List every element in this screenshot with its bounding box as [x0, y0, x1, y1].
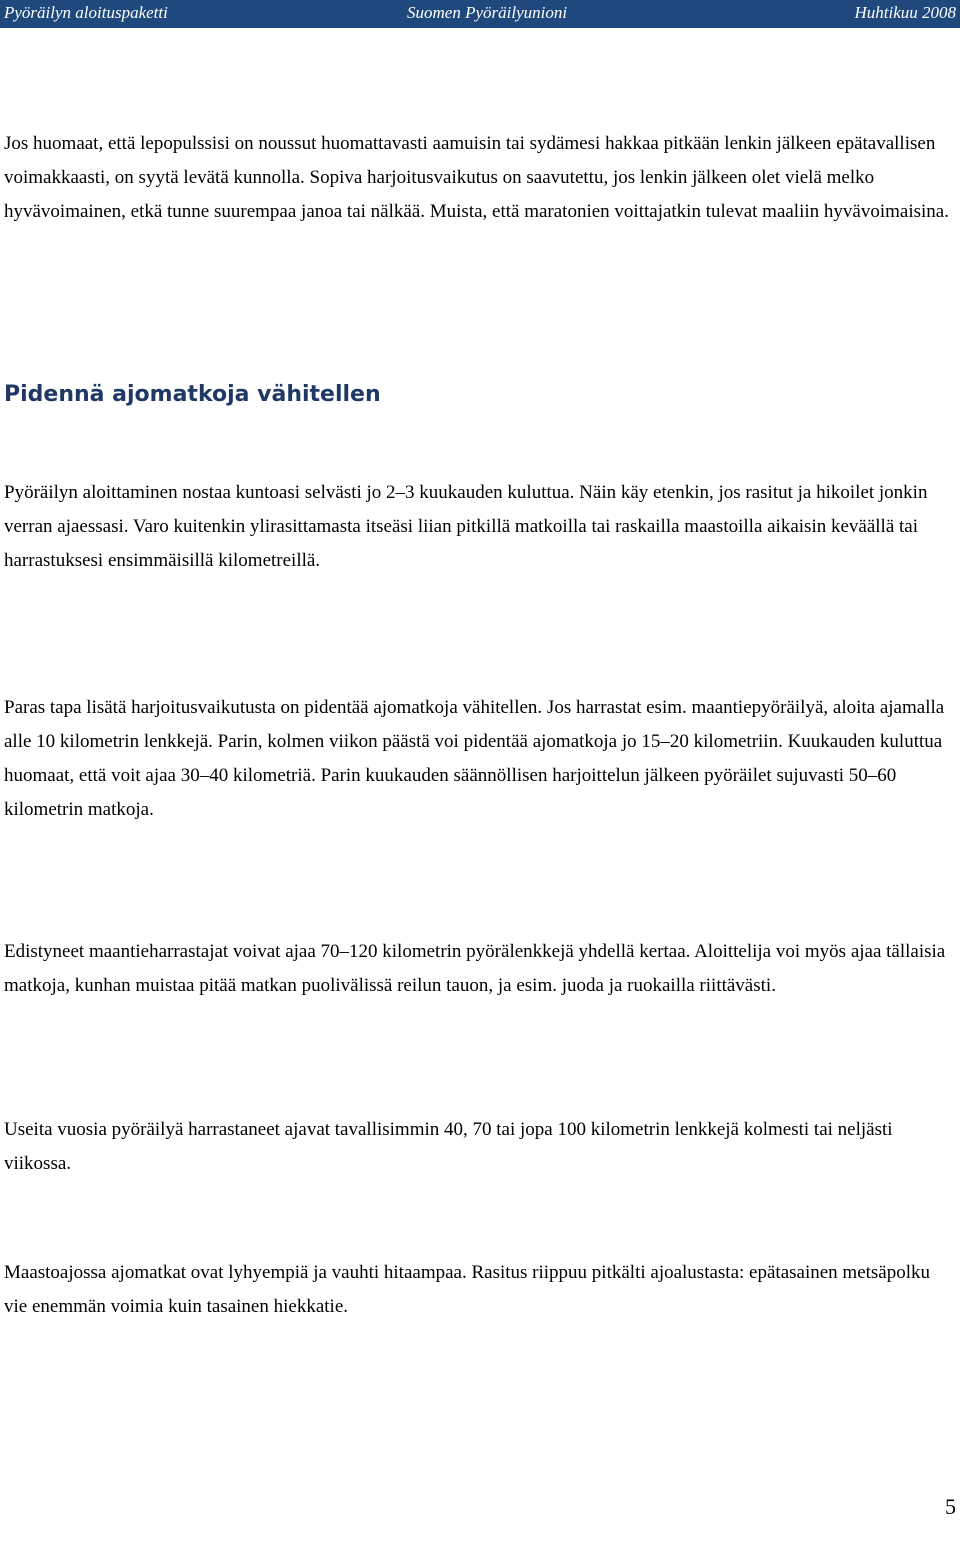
- paragraph-starting: Pyöräilyn aloittaminen nostaa kuntoasi selvästi jo 2–3 kuukauden kuluttua. Näin käy etenkin, jos rasitut ja hikoilet jonkin verran ajaessasi. Varo kuitenkin ylirasittamasta itseäsi liian pitkillä matkoilla tai raskailla maastoilla aikaisin keväällä tai harrastuksesi ensimmäisillä kilometreillä.: [4, 482, 928, 571]
- page-number: 5: [945, 1494, 956, 1519]
- section-heading: Pidennä ajomatkoja vähitellen: [4, 382, 381, 407]
- paragraph-offroad: Maastoajossa ajomatkat ovat lyhyempiä ja vauhti hitaampaa. Rasitus riippuu pitkälti ajoalustasta: epätasainen metsäpolku vie enemmän voimia kuin tasainen hiekkatie.: [4, 1262, 931, 1317]
- header-date: Huhtikuu 2008: [854, 3, 956, 22]
- paragraph-advanced-riders: Edistyneet maantieharrastajat voivat ajaa 70–120 kilometrin pyörälenkkejä yhdellä kertaa. Aloittelija voi myös ajaa tällaisia matkoja, kunhan muistaa pitää matkan puolivälissä reilun tauon, ja esim. juoda ja ruokailla riittävästi.: [4, 941, 946, 996]
- paragraph-increase-distance: Paras tapa lisätä harjoitusvaikutusta on pidentää ajomatkoja vähitellen. Jos harrastat esim. maantiepyöräilyä, aloita ajamalla alle 10 kilometrin lenkkejä. Parin, kolmen viikon päästä voi pidentää ajomatkoja jo 15–20 kilometriin. Kuukauden kuluttua huomaat, että voit ajaa 30–40 kilometriä. Parin kuukauden säännöllisen harjoittelun jälkeen pyöräilet sujuvasti 50–60 kilometrin matkoja.: [4, 697, 945, 820]
- paragraph-experienced-riders: Useita vuosia pyöräilyä harrastaneet ajavat tavallisimmin 40, 70 tai jopa 100 kilometrin lenkkejä kolmesti tai neljästi viikossa.: [4, 1119, 893, 1174]
- page-header: [0, 0, 960, 28]
- header-document-title: Pyöräilyn aloituspaketti: [4, 3, 168, 22]
- header-organization: Suomen Pyöräilyunioni: [407, 3, 568, 22]
- paragraph-recovery: Jos huomaat, että lepopulssisi on noussut huomattavasti aamuisin tai sydämesi hakkaa pitkään lenkin jälkeen epätavallisen voimakkaasti, on syytä levätä kunnolla. Sopiva harjoitusvaikutus on saavutettu, jos lenkin jälkeen olet vielä melko hyvävoimainen, etkä tunne suurempaa janoa tai nälkää. Muista, että maratonien voittajatkin tulevat maaliin hyvävoimaisina.: [4, 133, 949, 222]
